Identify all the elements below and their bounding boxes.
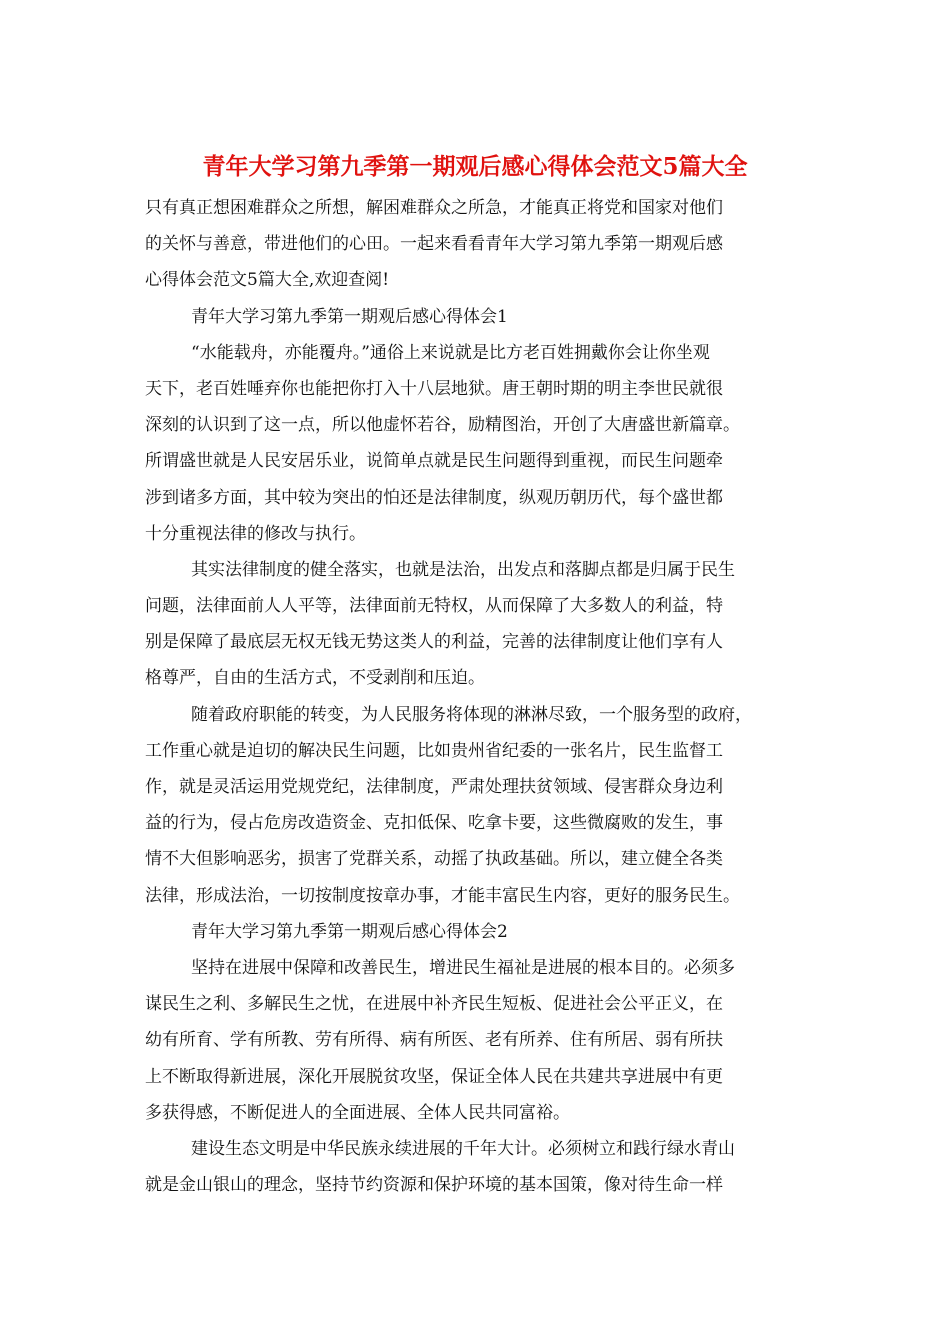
body-line: 其实法律制度的健全落实，也就是法治，出发点和落脚点都是归属于民生 [191, 559, 735, 580]
body-line: 青年大学习第九季第一期观后感心得体会2 [191, 921, 508, 942]
body-line: 只有真正想困难群众之所想，解困难群众之所急，才能真正将党和国家对他们 [145, 198, 723, 218]
body-line: 情不大但影响恶劣，损害了党群关系，动摇了执政基础。所以，建立健全各类 [145, 849, 723, 870]
body-line: 法律，形成法治，一切按制度按章办事，才能丰富民生内容，更好的服务民生。 [145, 885, 740, 906]
body-line: 深刻的认识到了这一点，所以他虚怀若谷，励精图治，开创了大唐盛世新篇章。 [145, 415, 740, 436]
body-line: 工作重心就是迫切的解决民生问题，比如贵州省纪委的一张名片，民生监督工 [145, 740, 723, 761]
body-line: 就是金山银山的理念，坚持节约资源和保护环境的基本国策，像对待生命一样 [145, 1175, 723, 1196]
body-line: 多获得感，不断促进人的全面进展、全体人民共同富裕。 [145, 1102, 570, 1123]
body-line: 谋民生之利、多解民生之忧，在进展中补齐民生短板、促进社会公平正义，在 [145, 994, 723, 1015]
body-line: 幼有所育、学有所教、劳有所得、病有所医、老有所养、住有所居、弱有所扶 [145, 1030, 723, 1051]
body-line: 坚持在进展中保障和改善民生，增进民生福祉是进展的根本目的。必须多 [191, 957, 735, 978]
body-line: 的关怀与善意，带进他们的心田。一起来看看青年大学习第九季第一期观后感 [145, 234, 723, 255]
document-body [145, 190, 805, 1203]
body-line: 天下，老百姓唾弃你也能把你打入十八层地狱。唐王朝时期的明主李世民就很 [145, 378, 723, 399]
body-line: 作，就是灵活运用党规党纪，法律制度，严肃处理扶贫领域、侵害群众身边利 [145, 777, 723, 797]
body-line: 别是保障了最底层无权无钱无势这类人的利益，完善的法律制度让他们享有人 [145, 632, 723, 653]
body-line: 涉到诸多方面，其中较为突出的怕还是法律制度，纵观历朝历代，每个盛世都 [145, 487, 723, 508]
body-line: 随着政府职能的转变，为人民服务将体现的淋淋尽致，一个服务型的政府， [191, 704, 752, 725]
body-line: 所谓盛世就是人民安居乐业，说简单点就是民生问题得到重视，而民生问题牵 [145, 451, 723, 472]
body-line: 心得体会范文5篇大全,欢迎查阅! [145, 270, 390, 291]
document-title: 青年大学习第九季第一期观后感心得体会范文5篇大全 [202, 153, 748, 180]
body-line: 格尊严，自由的生活方式，不受剥削和压迫。 [145, 668, 485, 689]
body-line: 建设生态文明是中华民族永续进展的千年大计。必须树立和践行绿水青山 [191, 1138, 735, 1159]
body-line: 十分重视法律的修改与执行。 [145, 523, 366, 544]
body-line: 益的行为，侵占危房改造资金、克扣低保、吃拿卡要，这些微腐败的发生，事 [145, 813, 723, 834]
body-line: 青年大学习第九季第一期观后感心得体会1 [191, 306, 508, 327]
body-line: 上不断取得新进展，深化开展脱贫攻坚，保证全体人民在共建共享进展中有更 [145, 1066, 723, 1087]
body-line: “水能载舟，亦能覆舟。”通俗上来说就是比方老百姓拥戴你会让你坐观 [191, 342, 710, 363]
body-line: 问题，法律面前人人平等，法律面前无特权，从而保障了大多数人的利益，特 [145, 596, 723, 617]
